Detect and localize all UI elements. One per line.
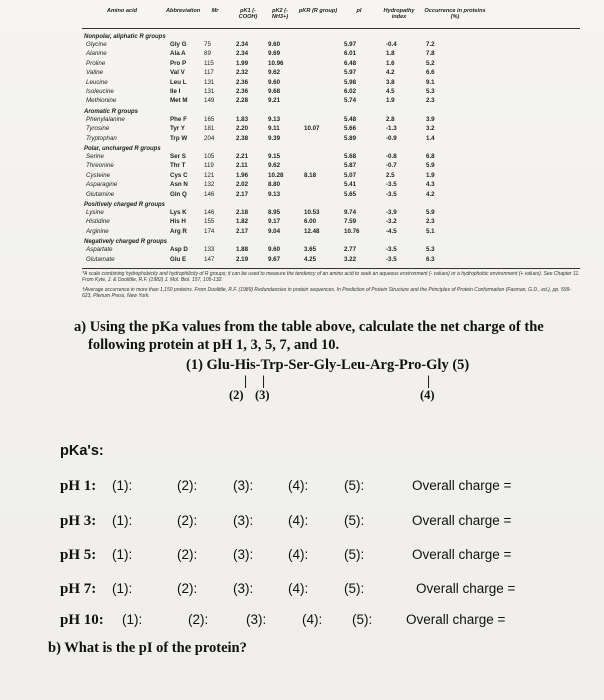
aa-pi: 5.41	[344, 181, 357, 189]
aa-pk2: 9.60	[268, 41, 281, 48]
aa-occurrence: 5.9	[426, 162, 435, 170]
aa-mr: 105	[204, 153, 215, 160]
pka-slot-3[interactable]: (3):	[246, 612, 267, 627]
aa-hydropathy: -0.9	[386, 134, 397, 142]
pka-slot-5[interactable]: (5):	[344, 581, 365, 596]
aa-name: Isoleucine	[86, 88, 114, 95]
aa-pk2: 9.67	[268, 255, 281, 263]
aa-occurrence: 6.8	[426, 153, 435, 160]
pka-slot-2[interactable]: (2):	[177, 581, 198, 596]
aa-hydropathy: -3.2	[386, 218, 397, 226]
pka-slot-2[interactable]: (2):	[188, 612, 209, 627]
aa-pi: 5.07	[344, 171, 357, 179]
aa-pk1: 2.28	[236, 97, 249, 105]
table-header-cell: pI	[356, 8, 362, 14]
aa-hydropathy: -3.5	[386, 181, 397, 189]
aa-pk1: 2.36	[236, 88, 249, 95]
table-header-cell: Occurrence in proteins (%)	[424, 8, 486, 20]
aa-abbreviation: Leu L	[170, 78, 187, 86]
aa-occurrence: 1.4	[426, 134, 435, 142]
aa-mr: 119	[204, 162, 214, 170]
aa-hydropathy: 1.8	[386, 50, 395, 58]
aa-pi: 5.97	[344, 69, 357, 77]
pka-slot-4[interactable]: (4):	[288, 581, 309, 596]
aa-abbreviation: Val V	[170, 69, 185, 77]
table-row	[82, 192, 580, 200]
table-header-cell: Hydropathy index	[383, 8, 415, 20]
aa-occurrence: 5.3	[426, 246, 435, 254]
aa-hydropathy: -0.7	[386, 162, 397, 170]
aa-occurrence: 2.3	[426, 218, 435, 226]
overall-charge[interactable]: Overall charge =	[412, 513, 512, 528]
aa-name: Histidine	[86, 218, 110, 226]
aa-abbreviation: Tyr Y	[170, 125, 185, 133]
overall-charge[interactable]: Overall charge =	[412, 478, 512, 493]
aa-name: Tryptophan	[86, 134, 117, 142]
aa-pi: 9.74	[344, 209, 357, 216]
pka-slot-1[interactable]: (1):	[112, 513, 133, 528]
aa-hydropathy: 1.9	[386, 97, 395, 105]
aa-hydropathy: 2.5	[386, 171, 395, 179]
table-footnote-1: *A scale combining hydrophobicity and hydrophilicity of R groups; it can be used to measure the tendency of an amino acid to seek an aqueous environment (- values) or a hydrophobic environment (+ values). See Chapter 11. From Kyte, J. & Doolittle, R.F. (1982) J. Mol. Biol. 157, 105-132.	[82, 271, 580, 283]
aa-pkr: 12.48	[304, 227, 320, 235]
ph-label: pH 3:	[60, 513, 97, 529]
aa-hydropathy: 3.8	[386, 78, 395, 86]
table-row	[82, 42, 580, 50]
aa-pk1: 2.02	[236, 181, 249, 189]
aa-pkr: 10.53	[304, 209, 320, 216]
aa-name: Glycine	[86, 41, 107, 48]
table-row	[82, 163, 580, 171]
aa-hydropathy: 2.8	[386, 115, 395, 123]
table-footnote-2: †Average occurrence in more than 1,150 proteins. From Doolittle, R.F. (1989) Redundancies in protein sequences. In Prediction of Protein Structure and the Principles of Protein Conformation (Fasman, G.D., ed.), pp. 599-623, Plenum Press, New York.	[82, 287, 571, 299]
overall-charge[interactable]: Overall charge =	[412, 547, 512, 562]
pka-slot-5[interactable]: (5):	[344, 478, 365, 493]
aa-abbreviation: Glu E	[170, 255, 187, 263]
aa-occurrence: 9.1	[426, 78, 435, 86]
aa-name: Glutamate	[86, 255, 115, 263]
aa-abbreviation: His H	[170, 218, 186, 226]
aa-pk1: 1.96	[236, 171, 249, 179]
aa-mr: 165	[204, 115, 215, 123]
bottom-rule	[82, 268, 580, 269]
aa-pk1: 2.36	[236, 78, 249, 86]
aa-pi: 6.02	[344, 88, 357, 95]
aa-name: Glutamine	[86, 190, 115, 198]
aa-hydropathy: -3.5	[386, 190, 397, 198]
aa-mr: 117	[204, 69, 214, 77]
aa-mr: 181	[204, 125, 215, 133]
aa-pk1: 2.34	[236, 50, 249, 58]
pka-slot-3[interactable]: (3):	[233, 581, 254, 596]
aa-pkr: 6.00	[304, 218, 317, 226]
aa-pk1: 2.17	[236, 190, 249, 198]
pka-slot-3[interactable]: (3):	[233, 478, 254, 493]
aa-pk2: 9.62	[268, 162, 281, 170]
aa-mr: 75	[204, 41, 211, 48]
aa-name: Asparagine	[86, 181, 118, 189]
position-4-label: (4)	[420, 388, 435, 402]
aa-pk1: 1.88	[236, 246, 249, 254]
ph-label: pH 10:	[60, 612, 104, 628]
aa-abbreviation: Thr T	[170, 162, 186, 170]
aa-abbreviation: Met M	[170, 97, 188, 105]
aa-pi: 5.68	[344, 153, 357, 160]
pka-slot-5[interactable]: (5):	[344, 513, 365, 528]
pka-slot-1[interactable]: (1):	[122, 612, 143, 627]
aa-mr: 204	[204, 134, 215, 142]
table-header-cell: pKR (R group)	[298, 8, 338, 14]
aa-name: Methionine	[86, 97, 117, 105]
aa-pk2: 9.39	[268, 134, 281, 142]
aa-occurrence: 4.2	[426, 190, 435, 198]
aa-pkr: 4.25	[304, 255, 317, 263]
aa-pkr: 3.65	[304, 246, 317, 254]
position-3-label: (3)	[255, 388, 270, 402]
aa-name: Phenylalanine	[86, 115, 125, 123]
aa-name: Aspartate	[86, 246, 113, 254]
aa-occurrence: 7.8	[426, 50, 435, 58]
pka-slot-4[interactable]: (4):	[288, 547, 309, 562]
table-row	[82, 219, 580, 227]
aa-occurrence: 4.3	[426, 181, 435, 189]
overall-charge[interactable]: Overall charge =	[416, 581, 516, 596]
pka-slot-4[interactable]: (4):	[302, 612, 323, 627]
aa-abbreviation: Phe F	[170, 115, 187, 123]
ph-label: pH 1:	[60, 478, 97, 494]
pkas-title: pKa's:	[60, 443, 104, 459]
table-header-cell: Amino acid	[106, 8, 138, 14]
aa-pi: 10.76	[344, 227, 360, 235]
aa-mr: 131	[204, 78, 215, 86]
table-row	[82, 126, 580, 134]
aa-name: Valine	[86, 69, 103, 77]
table-section-title: Positively charged R groups	[84, 202, 166, 208]
table-section-title: Aromatic R groups	[84, 108, 139, 115]
aa-pi: 5.98	[344, 78, 357, 86]
aa-mr: 133	[204, 246, 215, 254]
pka-slot-2[interactable]: (2):	[177, 478, 198, 493]
aa-pk1: 2.21	[236, 153, 249, 160]
aa-pk2: 9.60	[268, 78, 281, 86]
table-section-title: Negatively charged R groups	[84, 239, 168, 246]
aa-pi: 5.89	[344, 134, 357, 142]
aa-mr: 155	[204, 218, 215, 226]
aa-abbreviation: Ala A	[170, 50, 186, 58]
aa-pk2: 9.62	[268, 69, 281, 77]
aa-pi: 5.87	[344, 162, 357, 170]
tick-pos3: |	[262, 374, 266, 389]
aa-pi: 6.48	[344, 59, 357, 67]
aa-occurrence: 3.2	[426, 125, 435, 133]
table-section-title: Polar, uncharged R groups	[84, 146, 161, 152]
aa-name: Alanine	[86, 50, 107, 58]
aa-abbreviation: Lys K	[170, 209, 187, 216]
pka-slot-3[interactable]: (3):	[233, 547, 254, 562]
table-row	[82, 229, 580, 237]
aa-hydropathy: 4.2	[386, 69, 395, 77]
table-row	[82, 117, 580, 125]
overall-charge[interactable]: Overall charge =	[406, 612, 506, 627]
aa-name: Lysine	[86, 209, 104, 216]
table-row	[82, 98, 580, 106]
aa-pk1: 2.34	[236, 41, 249, 48]
pka-slot-1[interactable]: (1):	[112, 478, 133, 493]
pka-slot-5[interactable]: (5):	[352, 612, 373, 627]
aa-pk2: 9.15	[268, 153, 281, 160]
ph-label: pH 5:	[60, 547, 97, 563]
table-row	[82, 210, 580, 218]
aa-hydropathy: -0.4	[386, 41, 397, 48]
aa-pi: 2.77	[344, 246, 357, 254]
aa-mr: 131	[204, 88, 215, 95]
aa-name: Arginine	[86, 227, 109, 235]
table-row	[82, 61, 580, 69]
aa-abbreviation: Ser S	[170, 153, 186, 160]
aa-pk2: 9.60	[268, 246, 281, 254]
aa-hydropathy: 1.6	[386, 59, 395, 67]
question-a-line1: a) Using the pKa values from the table above, calculate the net charge of the	[74, 319, 544, 335]
peptide-sequence: (1) Glu-His-Trp-Ser-Gly-Leu-Arg-Pro-Gly (5)	[186, 357, 470, 373]
aa-pi: 5.97	[344, 41, 357, 48]
aa-name: Serine	[86, 153, 104, 160]
table-row	[82, 182, 580, 190]
table-header-cell: pK2 (-NH3+)	[271, 8, 289, 20]
aa-pi: 7.59	[344, 218, 357, 226]
aa-pk1: 1.82	[236, 218, 249, 226]
aa-pk1: 2.18	[236, 209, 249, 216]
aa-name: Tyrosine	[86, 125, 110, 133]
aa-abbreviation: Pro P	[170, 59, 187, 67]
ph-label: pH 7:	[60, 581, 97, 597]
aa-abbreviation: Ile I	[170, 88, 181, 95]
aa-pk2: 9.68	[268, 88, 281, 95]
aa-occurrence: 7.2	[426, 41, 435, 48]
aa-pi: 5.65	[344, 190, 357, 198]
table-header-cell: Mr	[211, 8, 219, 14]
aa-pi: 5.74	[344, 97, 357, 105]
ph-row	[60, 547, 580, 567]
aa-abbreviation: Gln Q	[170, 190, 187, 198]
table-row	[82, 173, 580, 181]
aa-pk2: 10.96	[268, 59, 284, 67]
aa-occurrence: 5.1	[426, 227, 435, 235]
aa-abbreviation: Asn N	[170, 181, 188, 189]
ph-row	[60, 513, 580, 533]
aa-pk1: 1.83	[236, 115, 249, 123]
aa-abbreviation: Asp D	[170, 246, 188, 254]
pka-slot-1[interactable]: (1):	[112, 547, 133, 562]
aa-mr: 147	[204, 255, 215, 263]
aa-hydropathy: -0.8	[386, 153, 397, 160]
question-b: b) What is the pI of the protein?	[48, 640, 247, 656]
aa-mr: 132	[204, 181, 215, 189]
aa-pkr: 10.07	[304, 125, 320, 133]
aa-pk2: 9.69	[268, 50, 281, 58]
aa-abbreviation: Trp W	[170, 134, 188, 142]
amino-acid-table	[82, 4, 580, 304]
table-row	[82, 51, 580, 59]
pka-slot-2[interactable]: (2):	[177, 513, 198, 528]
aa-hydropathy: -1.3	[386, 125, 397, 133]
aa-occurrence: 6.6	[426, 69, 435, 77]
table-row	[82, 247, 580, 255]
table-row	[82, 70, 580, 78]
table-row	[82, 89, 580, 97]
aa-occurrence: 6.3	[426, 255, 435, 263]
tick-pos4: |	[427, 374, 431, 389]
aa-abbreviation: Arg R	[170, 227, 187, 235]
aa-pk1: 2.20	[236, 125, 249, 133]
aa-pk1: 2.11	[236, 162, 248, 170]
aa-pk2: 8.80	[268, 181, 281, 189]
aa-name: Leucine	[86, 78, 108, 86]
aa-occurrence: 1.9	[426, 171, 435, 179]
table-header	[82, 4, 580, 28]
aa-abbreviation: Gly G	[170, 41, 187, 48]
aa-mr: 115	[204, 59, 214, 67]
aa-occurrence: 5.9	[426, 209, 435, 216]
aa-pk2: 9.13	[268, 190, 281, 198]
aa-pk2: 9.11	[268, 125, 280, 133]
pka-slot-4[interactable]: (4):	[288, 513, 309, 528]
aa-occurrence: 5.2	[426, 59, 435, 67]
pka-slot-4[interactable]: (4):	[288, 478, 309, 493]
aa-name: Proline	[86, 59, 106, 67]
table-header-cell: Abbreviation	[166, 8, 201, 14]
aa-pk1: 2.32	[236, 69, 249, 77]
aa-pi: 6.01	[344, 50, 357, 58]
aa-hydropathy: -4.5	[386, 227, 397, 235]
aa-pi: 3.22	[344, 255, 357, 263]
aa-mr: 149	[204, 97, 215, 105]
aa-hydropathy: -3.5	[386, 255, 397, 263]
aa-mr: 146	[204, 209, 215, 216]
aa-name: Cysteine	[86, 171, 111, 179]
pka-slot-5[interactable]: (5):	[344, 547, 365, 562]
table-row	[82, 154, 580, 162]
aa-pk2: 10.28	[268, 171, 284, 179]
aa-pk1: 2.19	[236, 255, 249, 263]
question-a-line2: following protein at pH 1, 3, 5, 7, and 10.	[88, 337, 340, 353]
aa-occurrence: 5.3	[426, 88, 435, 95]
aa-occurrence: 2.3	[426, 97, 435, 105]
aa-pk2: 9.13	[268, 115, 281, 123]
aa-mr: 174	[204, 227, 215, 235]
aa-pk2: 8.95	[268, 209, 281, 216]
aa-pi: 5.66	[344, 125, 357, 133]
aa-pk2: 9.21	[268, 97, 281, 105]
tick-pos2: |	[244, 374, 248, 389]
table-row	[82, 80, 580, 88]
aa-hydropathy: -3.9	[386, 209, 397, 216]
ph-row	[60, 478, 580, 498]
question-a	[60, 318, 560, 354]
aa-pi: 5.48	[344, 115, 357, 123]
aa-pk1: 1.99	[236, 59, 249, 67]
ph-row	[60, 612, 580, 632]
table-row	[82, 136, 580, 144]
aa-abbreviation: Cys C	[170, 171, 188, 179]
aa-mr: 89	[204, 50, 211, 58]
table-row	[82, 257, 580, 265]
ph-row	[60, 581, 580, 601]
table-section-title: Nonpolar, aliphatic R groups	[84, 34, 166, 40]
aa-mr: 146	[204, 190, 215, 198]
table-header-cell: pK1 (-COOH)	[238, 8, 258, 20]
aa-pk2: 9.04	[268, 227, 281, 235]
aa-hydropathy: 4.5	[386, 88, 395, 95]
aa-occurrence: 3.9	[426, 115, 435, 123]
position-2-label: (2)	[229, 388, 244, 402]
pka-slot-1[interactable]: (1):	[112, 581, 133, 596]
aa-pk1: 2.17	[236, 227, 249, 235]
header-rule	[82, 28, 580, 29]
aa-mr: 121	[204, 171, 215, 179]
aa-hydropathy: -3.5	[386, 246, 397, 254]
pka-slot-3[interactable]: (3):	[233, 513, 254, 528]
aa-pk1: 2.38	[236, 134, 249, 142]
aa-pkr: 8.18	[304, 171, 317, 179]
aa-name: Threonine	[86, 162, 114, 170]
pka-slot-2[interactable]: (2):	[177, 547, 198, 562]
aa-pk2: 9.17	[268, 218, 281, 226]
